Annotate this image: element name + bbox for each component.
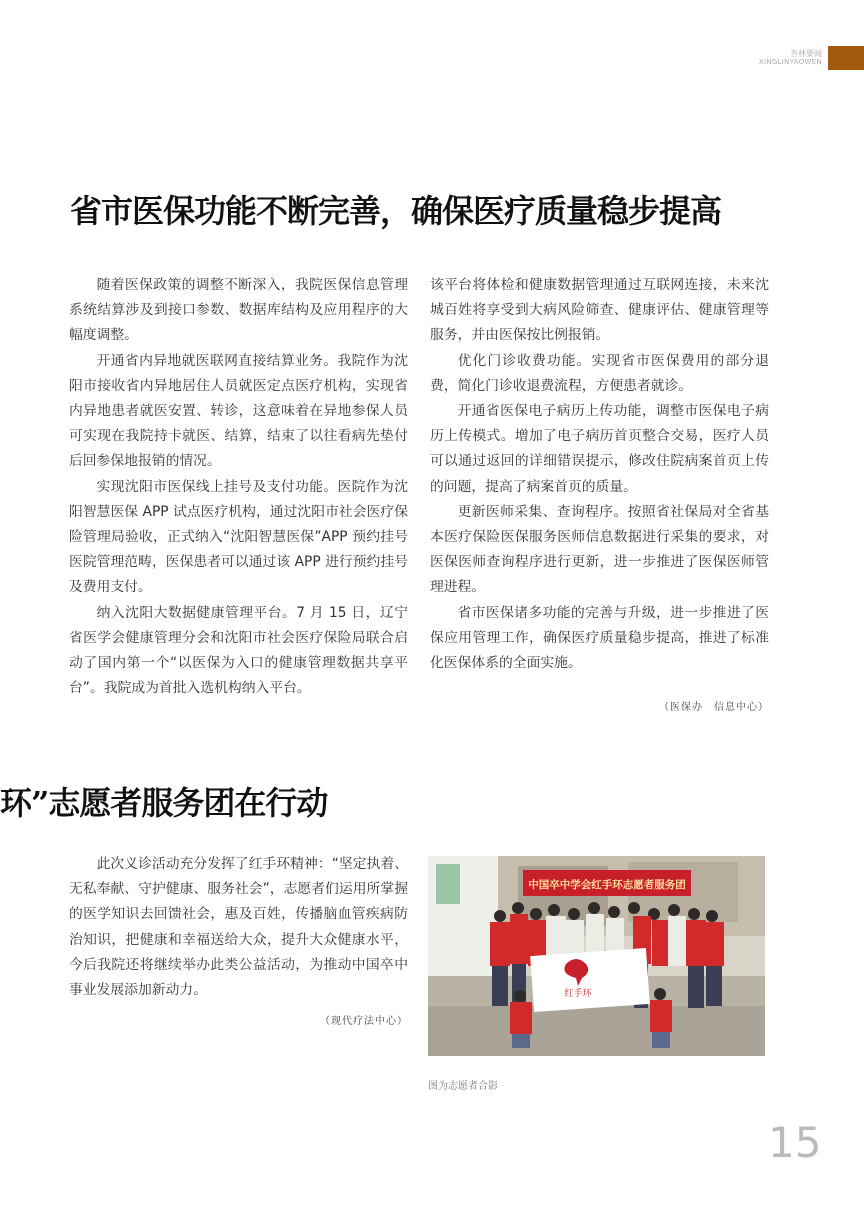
paragraph: 纳入沈阳大数据健康管理平台。7 月 15 日，辽宁省医学会健康管理分会和沈阳市社会医疗保险局联合启动了国内第一个“以医保为入口的健康管理数据共享平台”。我院成为首批入选机构纳入平台。 [69, 604, 408, 697]
paragraph-continued: 该平台将体检和健康数据管理通过互联网连接，未来沈城百姓将享受到大病风险筛查、健康评估、健康管理等服务，并由医保按比例报销。 [430, 277, 769, 344]
article1-column-1 [69, 273, 408, 701]
photo-sign-text: 红手环 [564, 989, 592, 999]
volunteer-group-photo [428, 856, 765, 1056]
paragraph: 开通省内异地就医联网直接结算业务。我院作为沈阳市接收省内异地居住人员就医定点医疗机构，实现省内异地患者就医安置、转诊，这意味着在异地参保人员可实现在我院持卡就医、结算，结束了以往看病先垫付后回参保地报销的情况。 [69, 352, 408, 470]
section-label-en: XINGLINYAOWEN [758, 58, 822, 66]
section-tab-bar [828, 46, 864, 70]
article1-credit: （医保办 信息中心） [659, 702, 769, 713]
paragraph: 优化门诊收费功能。实现省市医保费用的部分退费，简化门诊收退费流程，方便患者就诊。 [430, 352, 769, 394]
paragraph: 随着医保政策的调整不断深入，我院医保信息管理系统结算涉及到接口参数、数据库结构及应用程序的大幅度调整。 [69, 277, 408, 344]
photo-caption: 图为志愿者合影 [428, 1081, 498, 1092]
article1-title: 省市医保功能不断完善，确保医疗质量稳步提高 [70, 192, 722, 230]
paragraph: 更新医师采集、查询程序。按照省社保局对全省基本医疗保险医保服务医师信息数据进行采集的要求，对医保医师查询程序进行更新，进一步推进了医保医师管理进程。 [430, 503, 769, 596]
photo-banner-text: 中国卒中学会红手环志愿者服务团 [528, 879, 686, 891]
paragraph: 此次义诊活动充分发挥了红手环精神：“坚定执着、无私奉献、守护健康、服务社会”，志愿者们运用所掌握的医学知识去回馈社会，惠及百姓，传播脑血管疾病防治知识，把健康和幸福送给大众，提升大众健康水平，今后我院还将继续举办此类公益活动，为推动中国卒中事业发展添加新动力。 [69, 856, 408, 999]
section-label-cn: 杏林要闻 [790, 49, 822, 58]
article2-credit: （现代疗法中心） [320, 1016, 408, 1027]
paragraph: 开通省医保电子病历上传功能，调整市医保电子病历上传模式。增加了电子病历首页整合交易，医疗人员可以通过返回的详细错误提示，修改住院病案首页上传的问题，提高了病案首页的质量。 [430, 403, 769, 495]
paragraph: 省市医保诸多功能的完善与升级，进一步推进了医保应用管理工作，确保医疗质量稳步提高，推进了标准化医保体系的全面实施。 [430, 604, 769, 672]
article2-title: 环”志愿者服务团在行动 [0, 784, 328, 822]
article1-column-2 [430, 273, 769, 676]
paragraph: 实现沈阳市医保线上挂号及支付功能。医院作为沈阳智慧医保 APP 试点医疗机构，通过沈阳市社会医疗保险管理局验收，正式纳入“沈阳智慧医保”APP 预约挂号医院管理范畴，医保患者可以通过该 APP 进行预约挂号及费用支付。 [69, 478, 408, 596]
page-number: 15 [768, 1118, 822, 1167]
photo-illustration [428, 856, 765, 1056]
article2-body [69, 852, 408, 1003]
